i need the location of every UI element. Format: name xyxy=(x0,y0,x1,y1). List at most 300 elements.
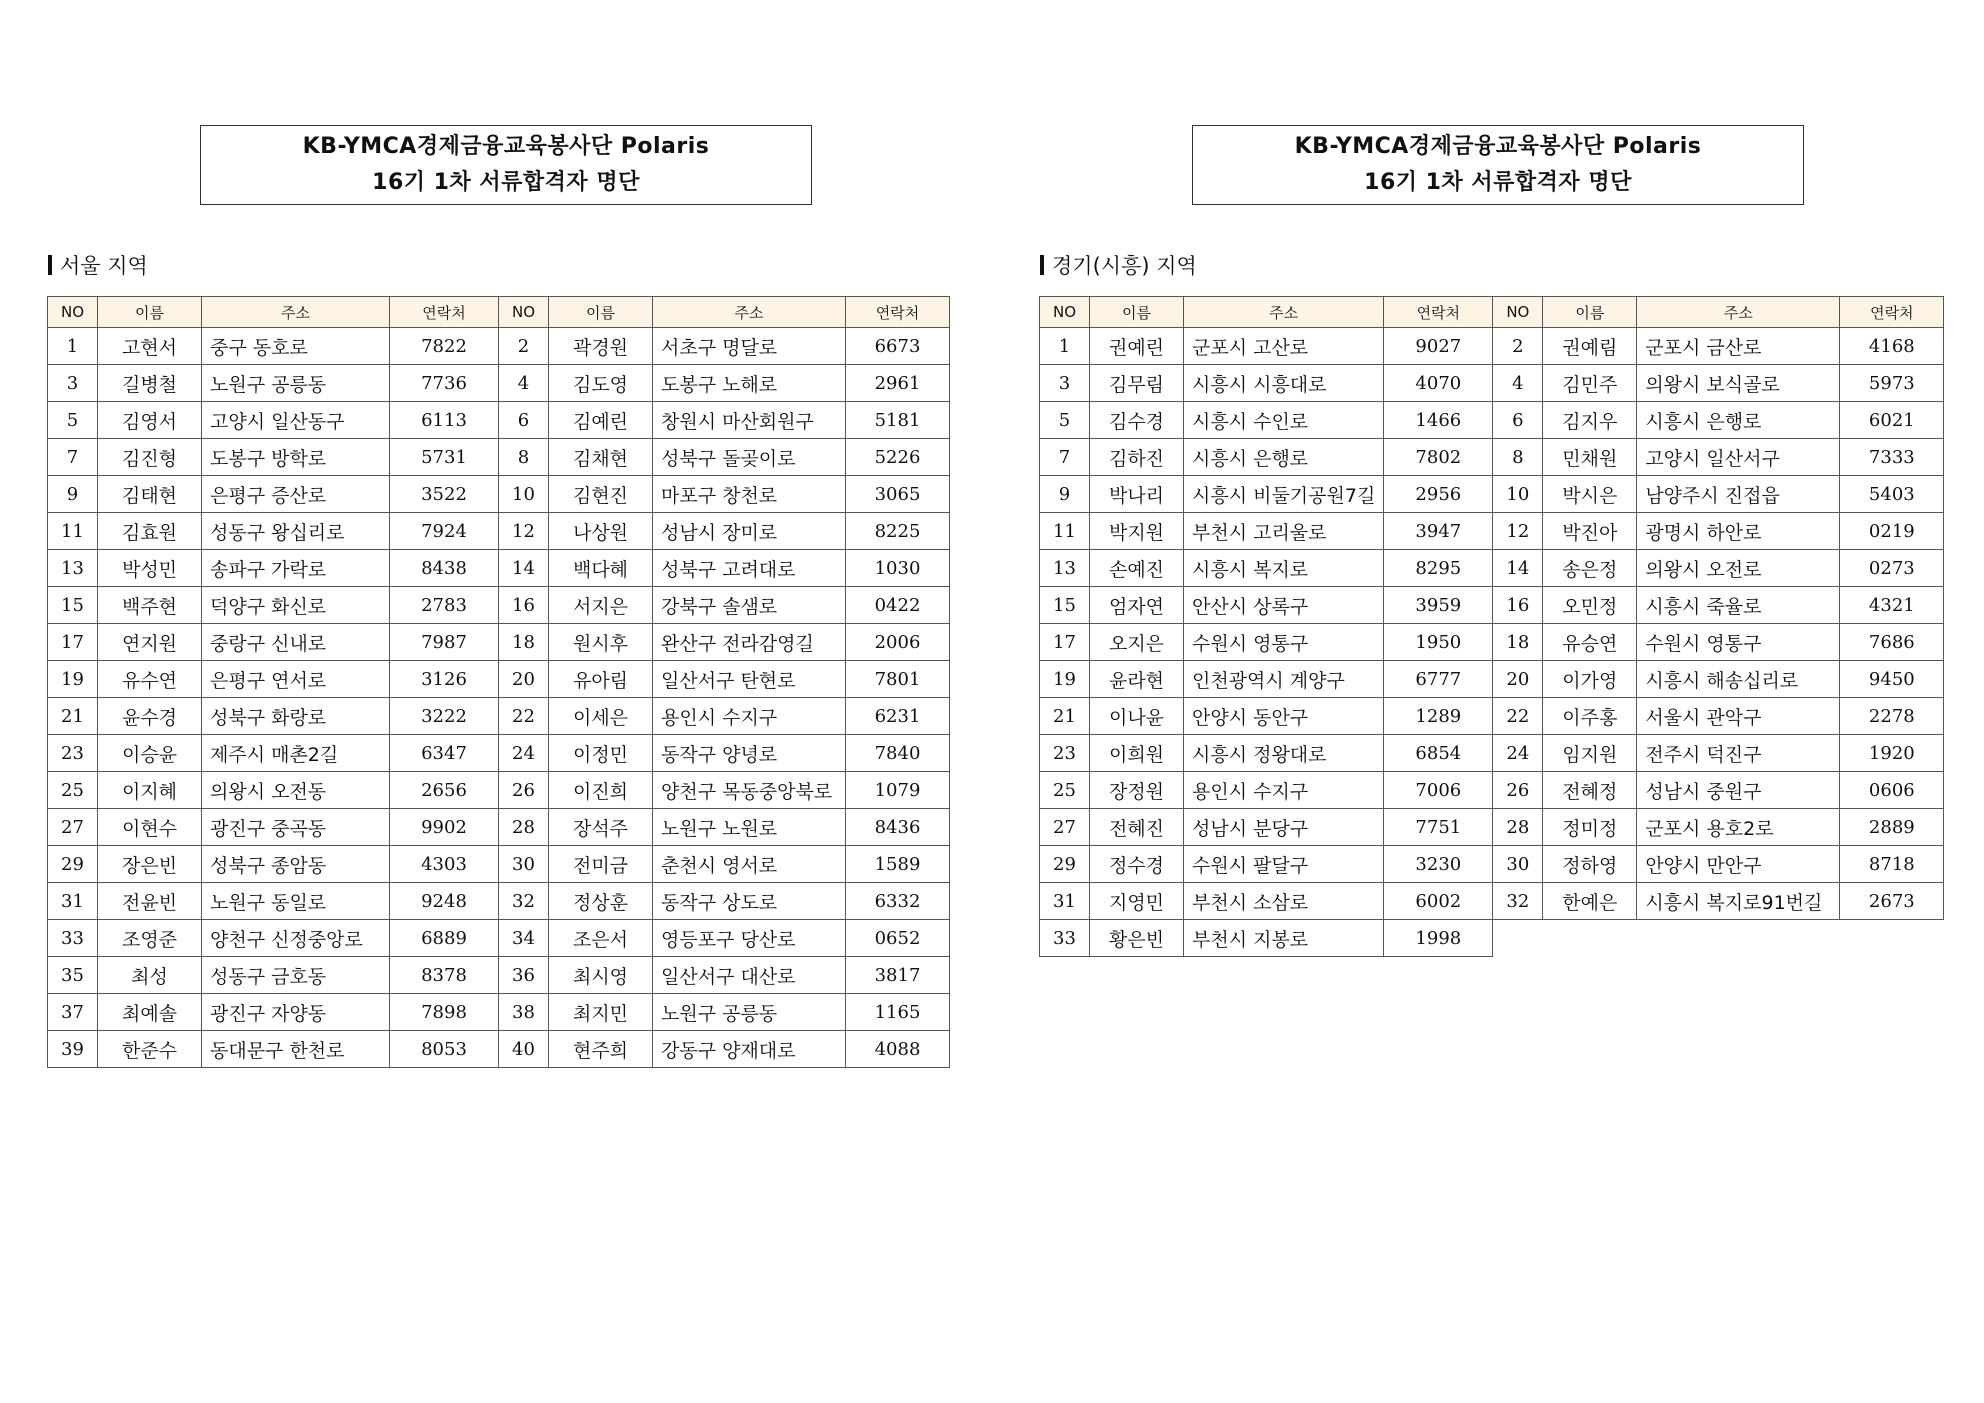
entry-no: 6 xyxy=(499,402,549,439)
entry-no: 24 xyxy=(1493,735,1543,772)
entry-name: 정수경 xyxy=(1090,846,1184,883)
entry-no: 25 xyxy=(48,772,98,809)
entry-phone: 1998 xyxy=(1384,920,1493,957)
entry-no: 1 xyxy=(1040,328,1090,365)
entry-name: 한예은 xyxy=(1543,883,1637,920)
entry-address: 제주시 매촌2길 xyxy=(202,735,390,772)
entry-name: 정미정 xyxy=(1543,809,1637,846)
entry-phone: 6673 xyxy=(846,328,950,365)
entry-phone: 7802 xyxy=(1384,439,1493,476)
entry-address: 시흥시 정왕대로 xyxy=(1184,735,1384,772)
entry-phone: 1589 xyxy=(846,846,950,883)
entry-name: 이희원 xyxy=(1090,735,1184,772)
entry-address: 인천광역시 계양구 xyxy=(1184,661,1384,698)
entry-no: 3 xyxy=(1040,365,1090,402)
entry-phone: 5403 xyxy=(1840,476,1944,513)
document-title-box xyxy=(1192,125,1804,205)
table-row xyxy=(1040,587,1944,624)
entry-no: 2 xyxy=(499,328,549,365)
entry-phone: 1950 xyxy=(1384,624,1493,661)
entry-no: 18 xyxy=(499,624,549,661)
col-header-address: 주소 xyxy=(202,297,390,328)
entry-name: 장은빈 xyxy=(98,846,202,883)
entry-name: 전혜진 xyxy=(1090,809,1184,846)
entry-name: 정하영 xyxy=(1543,846,1637,883)
title-line-2: 16기 1차 서류합격자 명단 xyxy=(1364,170,1632,195)
entry-no: 23 xyxy=(1040,735,1090,772)
entry-name: 김도영 xyxy=(549,365,653,402)
section-title-seoul xyxy=(48,250,148,280)
table-row xyxy=(48,476,950,513)
entry-address: 춘천시 영서로 xyxy=(653,846,846,883)
table-row xyxy=(48,883,950,920)
entry-phone: 2783 xyxy=(390,587,499,624)
entry-name: 오민정 xyxy=(1543,587,1637,624)
entry-address: 부천시 소삼로 xyxy=(1184,883,1384,920)
entry-no: 16 xyxy=(499,587,549,624)
entry-no: 17 xyxy=(1040,624,1090,661)
entry-phone: 1165 xyxy=(846,994,950,1031)
entry-name: 임지원 xyxy=(1543,735,1637,772)
entry-address: 의왕시 오전로 xyxy=(1637,550,1840,587)
table-row xyxy=(1040,328,1944,365)
entry-name: 전혜정 xyxy=(1543,772,1637,809)
entry-address: 동작구 상도로 xyxy=(653,883,846,920)
empty-cell xyxy=(1493,920,1543,957)
entry-phone: 7840 xyxy=(846,735,950,772)
entry-phone: 2961 xyxy=(846,365,950,402)
col-header-no: NO xyxy=(499,297,549,328)
table-row xyxy=(1040,920,1944,957)
entry-name: 최예솔 xyxy=(98,994,202,1031)
entry-phone: 7751 xyxy=(1384,809,1493,846)
entry-address: 노원구 공릉동 xyxy=(653,994,846,1031)
table-header-row xyxy=(48,297,950,328)
col-header-phone: 연락처 xyxy=(846,297,950,328)
entry-name: 이현수 xyxy=(98,809,202,846)
entry-address: 성동구 왕십리로 xyxy=(202,513,390,550)
col-header-no: NO xyxy=(1493,297,1543,328)
entry-no: 3 xyxy=(48,365,98,402)
entry-address: 노원구 동일로 xyxy=(202,883,390,920)
entry-address: 의왕시 오전동 xyxy=(202,772,390,809)
entry-phone: 6889 xyxy=(390,920,499,957)
entry-address: 동대문구 한천로 xyxy=(202,1031,390,1068)
entry-no: 25 xyxy=(1040,772,1090,809)
entry-no: 36 xyxy=(499,957,549,994)
entry-phone: 3522 xyxy=(390,476,499,513)
entry-name: 장정원 xyxy=(1090,772,1184,809)
entry-address: 안산시 상록구 xyxy=(1184,587,1384,624)
table-row xyxy=(1040,439,1944,476)
entry-address: 은평구 증산로 xyxy=(202,476,390,513)
table-row xyxy=(1040,513,1944,550)
table-row xyxy=(48,920,950,957)
entry-no: 8 xyxy=(499,439,549,476)
section-title-label: 서울 지역 xyxy=(60,254,148,278)
entry-phone: 3817 xyxy=(846,957,950,994)
entry-phone: 7686 xyxy=(1840,624,1944,661)
entry-no: 2 xyxy=(1493,328,1543,365)
entry-phone: 0422 xyxy=(846,587,950,624)
entry-no: 30 xyxy=(499,846,549,883)
entry-no: 22 xyxy=(1493,698,1543,735)
table-row xyxy=(48,550,950,587)
entry-address: 성북구 돌곶이로 xyxy=(653,439,846,476)
entry-phone: 6231 xyxy=(846,698,950,735)
entry-name: 김진형 xyxy=(98,439,202,476)
entry-no: 15 xyxy=(1040,587,1090,624)
panel-gyeonggi xyxy=(992,0,1984,1403)
entry-no: 39 xyxy=(48,1031,98,1068)
entry-phone: 5731 xyxy=(390,439,499,476)
entry-no: 33 xyxy=(48,920,98,957)
entry-phone: 4088 xyxy=(846,1031,950,1068)
entry-no: 30 xyxy=(1493,846,1543,883)
entry-phone: 6347 xyxy=(390,735,499,772)
title-line-1: KB-YMCA경제금융교육봉사단 Polaris xyxy=(1294,134,1702,159)
entry-address: 노원구 노원로 xyxy=(653,809,846,846)
table-row xyxy=(48,624,950,661)
entry-name: 이주홍 xyxy=(1543,698,1637,735)
entry-address: 광진구 중곡동 xyxy=(202,809,390,846)
entry-name: 김무림 xyxy=(1090,365,1184,402)
entry-address: 광진구 자양동 xyxy=(202,994,390,1031)
entry-phone: 3947 xyxy=(1384,513,1493,550)
entry-name: 유승연 xyxy=(1543,624,1637,661)
entry-address: 서초구 명달로 xyxy=(653,328,846,365)
entry-no: 6 xyxy=(1493,402,1543,439)
entry-name: 윤라현 xyxy=(1090,661,1184,698)
entry-name: 지영민 xyxy=(1090,883,1184,920)
entry-no: 13 xyxy=(48,550,98,587)
entry-name: 김태현 xyxy=(98,476,202,513)
entry-no: 4 xyxy=(1493,365,1543,402)
table-row xyxy=(48,328,950,365)
table-row xyxy=(1040,772,1944,809)
col-header-name: 이름 xyxy=(1543,297,1637,328)
entry-phone: 1466 xyxy=(1384,402,1493,439)
entry-name: 연지원 xyxy=(98,624,202,661)
entry-address: 광명시 하안로 xyxy=(1637,513,1840,550)
entry-name: 최시영 xyxy=(549,957,653,994)
entry-address: 고양시 일산동구 xyxy=(202,402,390,439)
entry-no: 20 xyxy=(1493,661,1543,698)
entry-no: 19 xyxy=(1040,661,1090,698)
entry-name: 현주희 xyxy=(549,1031,653,1068)
entry-phone: 2956 xyxy=(1384,476,1493,513)
entry-phone: 3222 xyxy=(390,698,499,735)
entry-no: 22 xyxy=(499,698,549,735)
entry-address: 성북구 화랑로 xyxy=(202,698,390,735)
entry-phone: 1289 xyxy=(1384,698,1493,735)
entry-address: 노원구 공릉동 xyxy=(202,365,390,402)
entry-name: 김수경 xyxy=(1090,402,1184,439)
entry-phone: 2278 xyxy=(1840,698,1944,735)
col-header-name: 이름 xyxy=(98,297,202,328)
entry-phone: 9027 xyxy=(1384,328,1493,365)
entry-address: 성동구 금호동 xyxy=(202,957,390,994)
roster-table-seoul xyxy=(47,296,950,1068)
col-header-no: NO xyxy=(1040,297,1090,328)
entry-address: 은평구 연서로 xyxy=(202,661,390,698)
entry-phone: 4321 xyxy=(1840,587,1944,624)
entry-address: 시흥시 은행로 xyxy=(1184,439,1384,476)
entry-phone: 8378 xyxy=(390,957,499,994)
entry-phone: 3065 xyxy=(846,476,950,513)
entry-phone: 9248 xyxy=(390,883,499,920)
entry-address: 군포시 용호2로 xyxy=(1637,809,1840,846)
entry-address: 강북구 솔샘로 xyxy=(653,587,846,624)
entry-phone: 0652 xyxy=(846,920,950,957)
entry-address: 남양주시 진접읍 xyxy=(1637,476,1840,513)
entry-address: 양천구 신정중앙로 xyxy=(202,920,390,957)
entry-address: 시흥시 복지로 xyxy=(1184,550,1384,587)
entry-phone: 5226 xyxy=(846,439,950,476)
entry-no: 5 xyxy=(1040,402,1090,439)
entry-name: 백주현 xyxy=(98,587,202,624)
entry-address: 동작구 양녕로 xyxy=(653,735,846,772)
entry-no: 24 xyxy=(499,735,549,772)
entry-name: 박성민 xyxy=(98,550,202,587)
entry-phone: 2006 xyxy=(846,624,950,661)
table-row xyxy=(48,994,950,1031)
entry-name: 김하진 xyxy=(1090,439,1184,476)
entry-address: 영등포구 당산로 xyxy=(653,920,846,957)
col-header-name: 이름 xyxy=(1090,297,1184,328)
entry-phone: 0219 xyxy=(1840,513,1944,550)
entry-phone: 0606 xyxy=(1840,772,1944,809)
entry-name: 전미금 xyxy=(549,846,653,883)
entry-no: 14 xyxy=(499,550,549,587)
roster-table-gyeonggi xyxy=(1039,296,1944,957)
entry-address: 성남시 분당구 xyxy=(1184,809,1384,846)
entry-name: 백다혜 xyxy=(549,550,653,587)
entry-no: 16 xyxy=(1493,587,1543,624)
entry-address: 수원시 팔달구 xyxy=(1184,846,1384,883)
entry-phone: 2889 xyxy=(1840,809,1944,846)
entry-address: 성남시 장미로 xyxy=(653,513,846,550)
entry-address: 중랑구 신내로 xyxy=(202,624,390,661)
entry-address: 시흥시 복지로91번길 xyxy=(1637,883,1840,920)
entry-no: 11 xyxy=(1040,513,1090,550)
entry-name: 조은서 xyxy=(549,920,653,957)
entry-name: 유수연 xyxy=(98,661,202,698)
entry-no: 17 xyxy=(48,624,98,661)
entry-phone: 7898 xyxy=(390,994,499,1031)
entry-name: 길병철 xyxy=(98,365,202,402)
table-row xyxy=(48,587,950,624)
entry-phone: 9902 xyxy=(390,809,499,846)
title-line-1: KB-YMCA경제금융교육봉사단 Polaris xyxy=(302,134,710,159)
table-row xyxy=(48,846,950,883)
entry-phone: 7822 xyxy=(390,328,499,365)
entry-no: 4 xyxy=(499,365,549,402)
col-header-address: 주소 xyxy=(1637,297,1840,328)
entry-name: 이진희 xyxy=(549,772,653,809)
entry-phone: 8225 xyxy=(846,513,950,550)
entry-address: 시흥시 죽율로 xyxy=(1637,587,1840,624)
entry-no: 8 xyxy=(1493,439,1543,476)
entry-no: 12 xyxy=(1493,513,1543,550)
col-header-phone: 연락처 xyxy=(1384,297,1493,328)
entry-name: 유아림 xyxy=(549,661,653,698)
empty-cell xyxy=(1637,920,1840,957)
entry-name: 권예림 xyxy=(1543,328,1637,365)
entry-no: 20 xyxy=(499,661,549,698)
entry-name: 박진아 xyxy=(1543,513,1637,550)
table-row xyxy=(48,365,950,402)
entry-name: 이나윤 xyxy=(1090,698,1184,735)
table-row xyxy=(48,809,950,846)
entry-phone: 4303 xyxy=(390,846,499,883)
entry-phone: 2673 xyxy=(1840,883,1944,920)
entry-no: 29 xyxy=(1040,846,1090,883)
table-row xyxy=(48,1031,950,1068)
entry-no: 5 xyxy=(48,402,98,439)
entry-phone: 6113 xyxy=(390,402,499,439)
entry-no: 27 xyxy=(48,809,98,846)
entry-name: 최성 xyxy=(98,957,202,994)
entry-no: 28 xyxy=(1493,809,1543,846)
entry-address: 시흥시 수인로 xyxy=(1184,402,1384,439)
entry-address: 성북구 종암동 xyxy=(202,846,390,883)
col-header-name: 이름 xyxy=(549,297,653,328)
entry-address: 중구 동호로 xyxy=(202,328,390,365)
entry-phone: 6002 xyxy=(1384,883,1493,920)
entry-no: 23 xyxy=(48,735,98,772)
document-title-box xyxy=(200,125,812,205)
col-header-address: 주소 xyxy=(653,297,846,328)
entry-phone: 2656 xyxy=(390,772,499,809)
entry-no: 34 xyxy=(499,920,549,957)
title-line-2: 16기 1차 서류합격자 명단 xyxy=(372,170,640,195)
entry-no: 26 xyxy=(499,772,549,809)
entry-name: 김민주 xyxy=(1543,365,1637,402)
col-header-phone: 연락처 xyxy=(1840,297,1944,328)
table-header-row xyxy=(1040,297,1944,328)
entry-address: 일산서구 대산로 xyxy=(653,957,846,994)
entry-phone: 9450 xyxy=(1840,661,1944,698)
empty-cell xyxy=(1543,920,1637,957)
entry-no: 15 xyxy=(48,587,98,624)
table-row xyxy=(1040,402,1944,439)
table-row xyxy=(1040,809,1944,846)
entry-name: 박나리 xyxy=(1090,476,1184,513)
entry-no: 13 xyxy=(1040,550,1090,587)
entry-address: 군포시 고산로 xyxy=(1184,328,1384,365)
entry-no: 11 xyxy=(48,513,98,550)
entry-name: 오지은 xyxy=(1090,624,1184,661)
entry-no: 38 xyxy=(499,994,549,1031)
entry-address: 일산서구 탄현로 xyxy=(653,661,846,698)
table-row xyxy=(48,957,950,994)
entry-no: 7 xyxy=(1040,439,1090,476)
entry-name: 이정민 xyxy=(549,735,653,772)
entry-address: 양천구 목동중앙북로 xyxy=(653,772,846,809)
entry-no: 32 xyxy=(499,883,549,920)
entry-phone: 8053 xyxy=(390,1031,499,1068)
entry-name: 손예진 xyxy=(1090,550,1184,587)
entry-no: 35 xyxy=(48,957,98,994)
entry-no: 14 xyxy=(1493,550,1543,587)
entry-no: 31 xyxy=(1040,883,1090,920)
table-row xyxy=(1040,624,1944,661)
entry-address: 시흥시 비둘기공원7길 xyxy=(1184,476,1384,513)
entry-phone: 6332 xyxy=(846,883,950,920)
entry-address: 성남시 중원구 xyxy=(1637,772,1840,809)
empty-cell xyxy=(1840,920,1944,957)
entry-name: 이가영 xyxy=(1543,661,1637,698)
table-row xyxy=(1040,735,1944,772)
entry-no: 12 xyxy=(499,513,549,550)
entry-address: 안양시 만안구 xyxy=(1637,846,1840,883)
entry-phone: 7801 xyxy=(846,661,950,698)
entry-phone: 7006 xyxy=(1384,772,1493,809)
entry-name: 전윤빈 xyxy=(98,883,202,920)
entry-phone: 4070 xyxy=(1384,365,1493,402)
entry-address: 시흥시 해송십리로 xyxy=(1637,661,1840,698)
table-row xyxy=(1040,883,1944,920)
table-row xyxy=(48,698,950,735)
section-marker xyxy=(48,255,52,275)
entry-name: 한준수 xyxy=(98,1031,202,1068)
entry-name: 송은정 xyxy=(1543,550,1637,587)
entry-name: 권예린 xyxy=(1090,328,1184,365)
col-header-address: 주소 xyxy=(1184,297,1384,328)
entry-address: 부천시 지봉로 xyxy=(1184,920,1384,957)
entry-phone: 3126 xyxy=(390,661,499,698)
section-title-label: 경기(시흥) 지역 xyxy=(1052,254,1197,278)
entry-name: 서지은 xyxy=(549,587,653,624)
entry-no: 29 xyxy=(48,846,98,883)
entry-no: 28 xyxy=(499,809,549,846)
entry-address: 서울시 관악구 xyxy=(1637,698,1840,735)
entry-phone: 0273 xyxy=(1840,550,1944,587)
section-title-gyeonggi xyxy=(1040,250,1197,280)
entry-name: 박지원 xyxy=(1090,513,1184,550)
entry-phone: 1920 xyxy=(1840,735,1944,772)
entry-name: 김영서 xyxy=(98,402,202,439)
section-marker xyxy=(1040,255,1044,275)
entry-name: 김효원 xyxy=(98,513,202,550)
entry-name: 김채현 xyxy=(549,439,653,476)
table-row xyxy=(1040,846,1944,883)
entry-address: 완산구 전라감영길 xyxy=(653,624,846,661)
entry-address: 고양시 일산서구 xyxy=(1637,439,1840,476)
entry-name: 원시후 xyxy=(549,624,653,661)
entry-address: 시흥시 시흥대로 xyxy=(1184,365,1384,402)
entry-no: 26 xyxy=(1493,772,1543,809)
entry-no: 1 xyxy=(48,328,98,365)
entry-address: 도봉구 노해로 xyxy=(653,365,846,402)
entry-no: 31 xyxy=(48,883,98,920)
entry-address: 송파구 가락로 xyxy=(202,550,390,587)
col-header-phone: 연락처 xyxy=(390,297,499,328)
entry-address: 수원시 영통구 xyxy=(1184,624,1384,661)
entry-phone: 1030 xyxy=(846,550,950,587)
entry-name: 이지혜 xyxy=(98,772,202,809)
entry-no: 27 xyxy=(1040,809,1090,846)
entry-phone: 6021 xyxy=(1840,402,1944,439)
entry-address: 마포구 창천로 xyxy=(653,476,846,513)
entry-address: 용인시 수지구 xyxy=(653,698,846,735)
table-row xyxy=(1040,661,1944,698)
entry-address: 부천시 고리울로 xyxy=(1184,513,1384,550)
table-row xyxy=(1040,476,1944,513)
table-row xyxy=(1040,698,1944,735)
entry-no: 18 xyxy=(1493,624,1543,661)
